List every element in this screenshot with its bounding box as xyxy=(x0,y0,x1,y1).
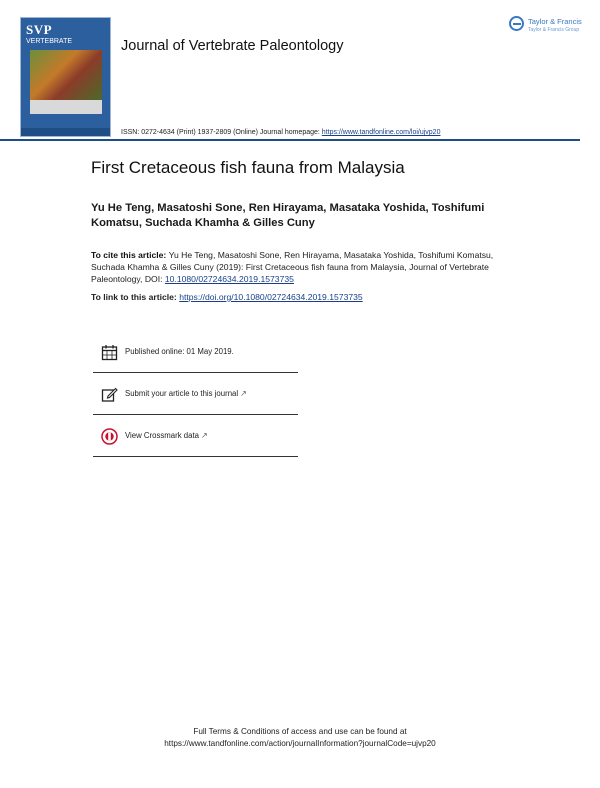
footer-terms-line: Full Terms & Conditions of access and use can be found at xyxy=(193,727,407,736)
article-authors: Yu He Teng, Masatoshi Sone, Ren Hirayama, Masataka Yoshida, Toshifumi Komatsu, Suchada Khamha & Gilles Cuny xyxy=(91,202,485,229)
cover-logo: SVP xyxy=(26,22,53,37)
journal-homepage-link[interactable]: https://www.tandfonline.com/loi/ujvp20 xyxy=(321,129,441,136)
article-title: First Cretaceous fish fauna from Malaysia xyxy=(91,158,405,177)
publisher-logo-icon xyxy=(509,16,524,31)
submit-article-link[interactable] xyxy=(125,389,247,398)
cover-artwork-lower xyxy=(30,100,102,114)
article-link-line xyxy=(91,292,363,302)
crossmark-icon xyxy=(101,428,118,445)
article-doi-url-link[interactable]: https://doi.org/10.1080/02724634.2019.1573735 xyxy=(179,292,363,302)
publisher-name: Taylor & Francis xyxy=(528,17,582,26)
footer-terms-url[interactable]: https://www.tandfonline.com/action/journalInformation?journalCode=ujvp20 xyxy=(164,739,436,748)
crossmark-link[interactable] xyxy=(125,431,208,440)
journal-title: Journal of Vertebrate Paleontology xyxy=(121,38,344,54)
header-divider xyxy=(0,139,580,141)
external-link-icon: ↗ xyxy=(200,431,208,440)
submit-article-text: Submit your article to this journal xyxy=(125,389,239,398)
citation-label: To cite this article: xyxy=(91,250,169,260)
crossmark-row[interactable] xyxy=(93,418,298,457)
citation-block xyxy=(91,249,511,285)
cover-sublogo: VERTEBRATE xyxy=(26,38,73,45)
issn-line xyxy=(121,129,440,136)
link-label: To link to this article: xyxy=(91,292,180,302)
issn-text: ISSN: 0272-4634 (Print) 1937-2809 (Online) Journal homepage: xyxy=(121,129,322,136)
cover-bottom-strip xyxy=(21,128,110,136)
publisher-subname: Taylor & Francis Group xyxy=(528,27,580,33)
calendar-icon xyxy=(101,344,118,361)
citation-text: Yu He Teng, Masatoshi Sone, Ren Hirayama, Masataka Yoshida, Toshifumi Komatsu, Suchada Khamha & Gilles Cuny (2019): First Cretaceous fish fauna from Malaysia, Journal of Vertebrate Paleontology, DOI: xyxy=(91,250,494,284)
edit-document-icon xyxy=(101,386,118,403)
published-online-text: Published online: 01 May 2019. xyxy=(125,347,234,356)
external-link-icon: ↗ xyxy=(240,389,247,398)
publisher-logo[interactable] xyxy=(509,16,584,38)
submit-article-row[interactable] xyxy=(93,376,298,415)
crossmark-text: View Crossmark data xyxy=(125,431,199,440)
journal-cover-image xyxy=(20,17,111,137)
cover-artwork xyxy=(30,50,102,100)
citation-doi-link[interactable]: 10.1080/02724634.2019.1573735 xyxy=(164,274,294,284)
published-online-row xyxy=(93,334,298,373)
